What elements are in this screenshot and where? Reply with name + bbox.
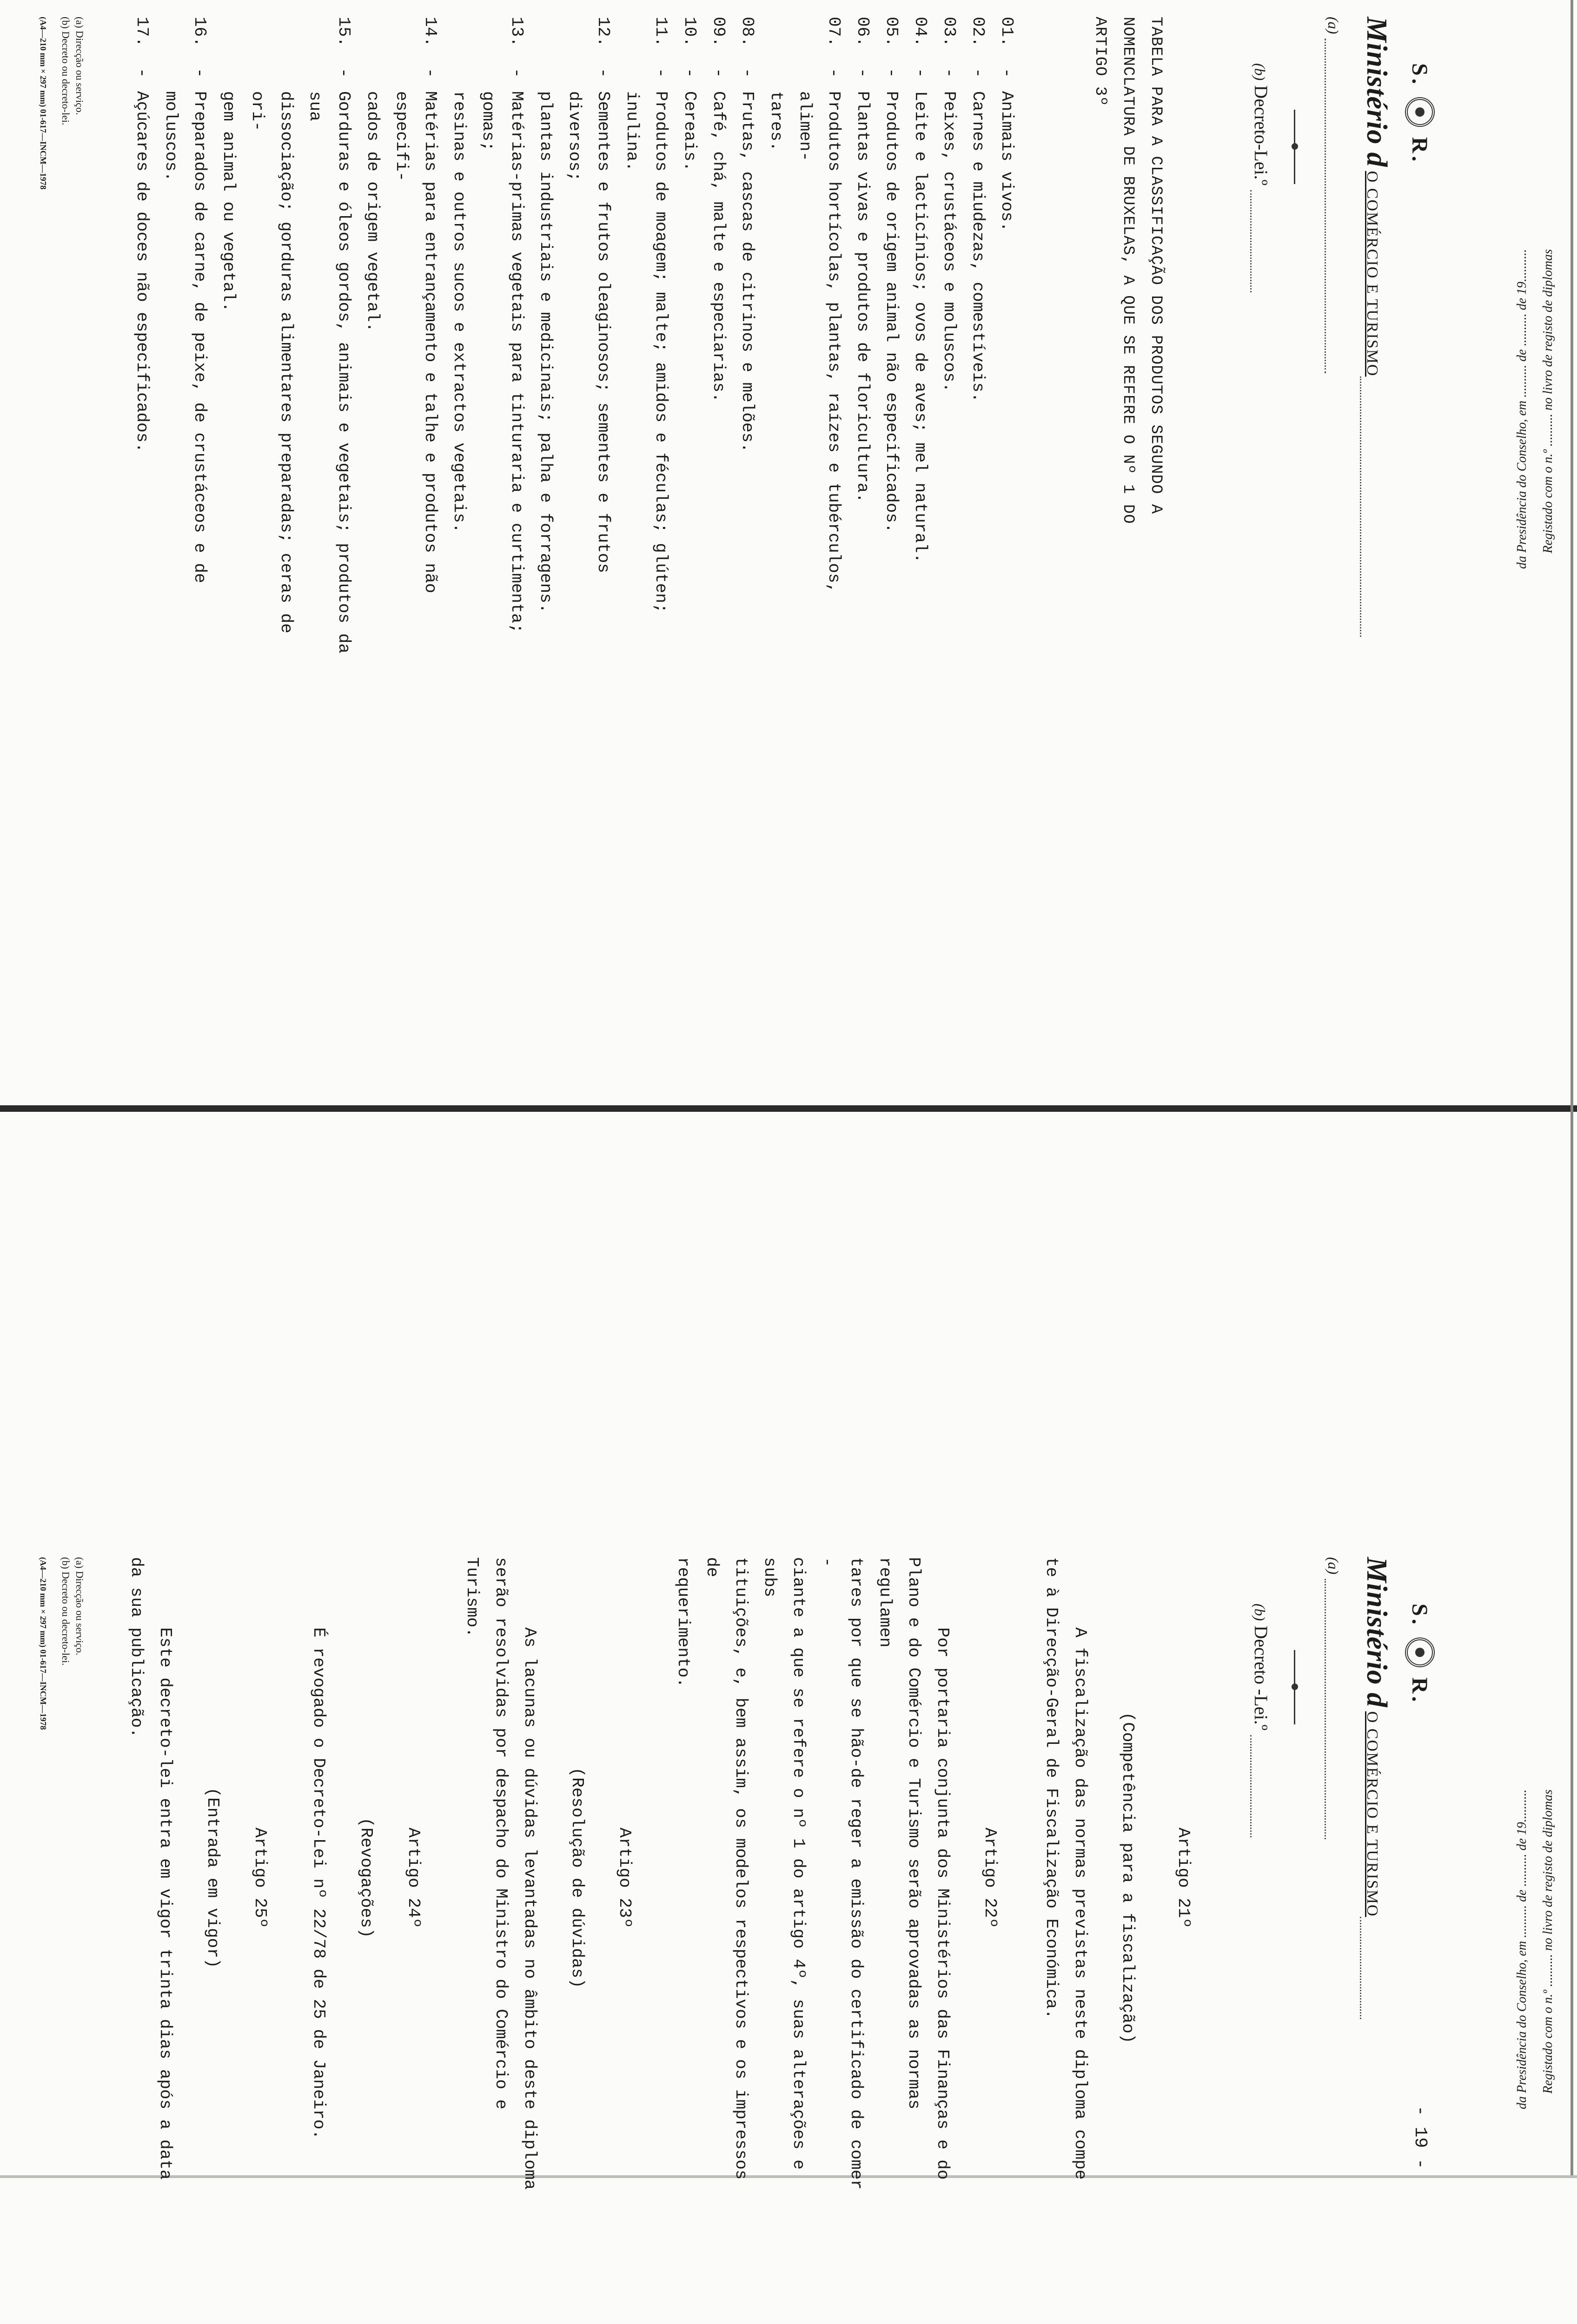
list-item: 15. - Gorduras e óleos gordos, animais e vegetais; produtos da sua dissociação; gorduras alimentares preparadas; ceras de ori- gem animal ou vegetal. [219,17,353,654]
article-23-subheading: (Resolução de dúvidas) [568,1767,587,1988]
header-letter-r: R. [1407,1677,1432,1705]
header-letter-s: S. [1407,1604,1432,1627]
right-page [7,0,1570,677]
page-divider [0,1105,1577,1112]
list-item: 13. - Matérias-primas vegetais para tinturaria e curtimenta; gomas; resinas e outros sucos e extractos vegetais. [450,17,526,634]
article-24-body: É revogado o Decreto-Lei nº 22/78 de 25 de Janeiro. [309,1557,328,2140]
left-body [122,1557,1198,2199]
article-23-heading: Artigo 23º [615,1827,634,1928]
footnote-a: (a) Direcção ou serviço. [74,1557,86,1656]
article-24-heading: Artigo 24º [404,1827,423,1928]
ministry-title: Ministério dO COMÉRCIO E TURISMO [1360,17,1393,637]
margin-presidency-note: da Presidência do Conselho, em .......... de .......... de 19.......... [1515,249,1529,569]
footnotes [36,17,86,190]
article-25-body: Este decreto-lei entra em vigor trinta dias após a data da sua publicação. [127,1557,175,2180]
article-24-subheading: (Revogações) [357,1817,376,1938]
article-25-subheading: (Entrada em vigor) [203,1787,222,1968]
decree-label: (b) Decreto-Lei.º [1250,63,1272,292]
list-item: 08. - Frutas, cascas de citrinos e melões. [738,17,757,453]
article-25-heading: Artigo 25º [251,1827,270,1928]
ministry-title: Ministério dO COMÉRCIO E TURISMO [1360,1557,1393,2019]
margin-registry-note: Registado com o n.º .......... no livro de registo de diplomas [1541,1789,1555,2094]
footnote-a: (a) Direcção ou serviço. [74,17,86,115]
header-rule [1294,110,1295,184]
print-code: (A4—210 mm × 297 mm) 01-617—INCM—1978 [39,17,48,190]
left-page [7,1529,1570,2217]
article-21-heading: Artigo 21º [1174,1827,1193,1928]
service-line: (a) [1325,1557,1342,1839]
article-23-body: As lacunas ou dúvidas levantadas no âmbito deste diploma serão resolvidas por despacho do Ministro do Comércio e Turismo. [463,1557,539,2190]
ministry-subtitle: O COMÉRCIO E TURISMO [1364,1711,1381,1917]
margin-registry-note: Registado com o n.º .......... no livro de registo de diplomas [1541,249,1555,554]
page-header-crest [1405,1604,1435,1704]
list-item: 10. - Cereais. [680,17,699,172]
article-22-heading: Artigo 22º [981,1827,1000,1928]
list-item: 06. - Plantas vivas e produtos de floricultura. [853,17,872,503]
service-line: (a) [1325,17,1342,373]
list-item: 09. - Café, chá, malte e especiarias. [709,17,728,403]
margin-presidency-note: da Presidência do Conselho, em .......... de .......... de 19.......... [1515,1789,1529,2109]
header-letter-r: R. [1407,137,1432,165]
page-header-crest [1405,63,1435,164]
list-item: 04. - Leite e lacticínios; ovos de aves; mel natural. [911,17,930,563]
classification-list [127,17,1021,667]
decree-label: (b) Decreto -Lei.º [1250,1604,1272,1837]
ministry-subtitle: O COMÉRCIO E TURISMO [1364,171,1381,377]
print-code: (A4—210 mm × 297 mm) 01-617—INCM—1978 [39,1557,48,1730]
list-item: 17. - Açúcares de doces não especificados. [133,17,152,453]
article-21-body: A fiscalização das normas previstas neste diploma compe te à Direcção-Geral de Fiscalização Económica. [1042,1557,1090,2180]
header-letter-s: S. [1407,63,1432,87]
footnotes [36,1557,86,1730]
list-item: 14. - Matérias para entrançamento e talhe e produtos não especifi- cados de origem vegetal. [363,17,440,594]
page-number: - 19 - [1410,2106,1430,2169]
list-item: 05. - Produtos de origem animal não especificados. [882,17,901,533]
list-item: 07. - Produtos hortícolas, plantas, raízes e tubérculos, alimen- tares. [767,17,843,594]
coat-of-arms-icon [1405,1637,1435,1667]
article-21-subheading: (Competência para a fiscalização) [1118,1712,1137,2044]
list-item: 11. - Produtos de moagem; malte; amidos e féculas; glúten; inulina. [623,17,670,623]
article-22-body: Por portaria conjunta dos Ministérios das Finanças e do Plano e do Comércio e Turismo serão aprovadas as normas regulamen tares por que se hão-de reger a emissão do certificado de comer - ciante a que se refere o nº 1 do artigo 4º, suas alterações e subs tituições, e, bem assim, os modelos respectivos e os impressos de requerimento. [674,1557,952,2190]
list-item: 12. - Sementes e frutos oleaginosos; sementes e frutos diversos; plantas industriais e medicinais; palha e forragens. [536,17,613,614]
header-rule [1294,1650,1295,1724]
table-title: TABELA PARA A CLASSIFICAÇÃO DOS PRODUTOS SEGUNDO A NOMENCLATURA DE BRUXELAS, A QUE SE REFERE O Nº 1 DO ARTIGO 3º [1091,17,1165,524]
footnote-b: (b) Decreto ou decreto-lei. [60,17,72,125]
coat-of-arms-icon [1405,97,1435,127]
list-item: 03. - Peixes, crustáceos e moluscos. [940,17,959,393]
scan-right-edge [1570,0,1573,2175]
list-item: 01. - Animais vivos. [997,17,1016,232]
footnote-b: (b) Decreto ou decreto-lei. [60,1557,72,1666]
list-item: 02. - Carnes e miudezas, comestíveis. [968,17,987,403]
list-item: 16. - Preparados de carne, de peixe, de crustáceos e de moluscos. [161,17,209,594]
